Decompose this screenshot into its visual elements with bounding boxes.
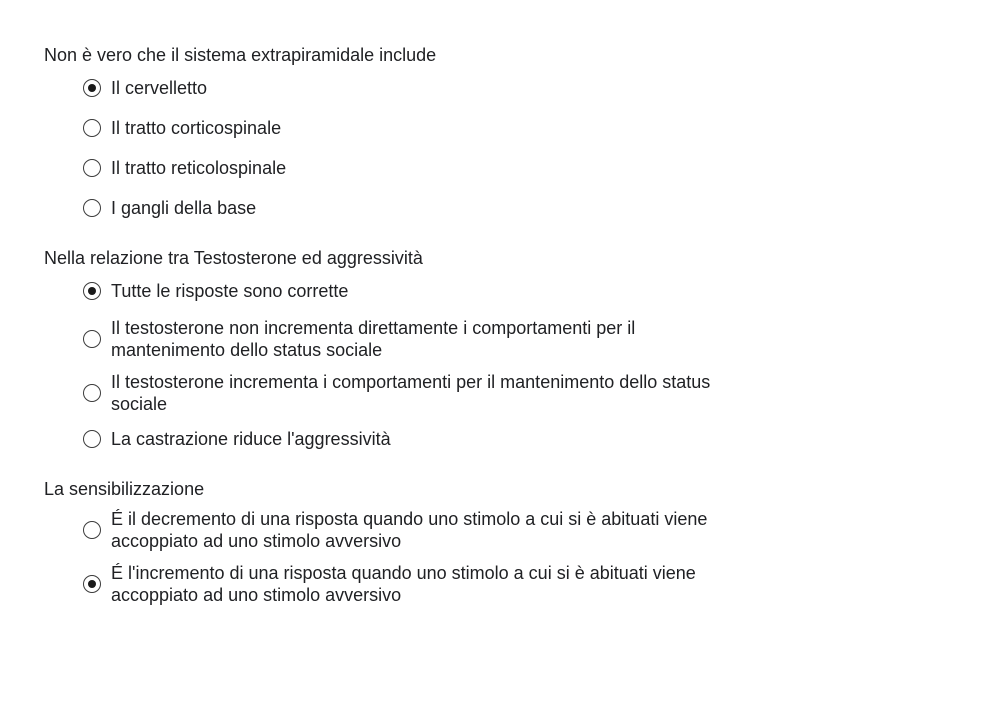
quiz-form [44,44,944,632]
radio-unchecked-icon[interactable] [83,521,101,539]
option-label: É il decremento di una risposta quando uno stimolo a cui si è abituati viene accoppiato ad uno stimolo avversivo [111,509,708,551]
radio-checked-icon[interactable] [83,79,101,97]
radio-unchecked-icon[interactable] [83,430,101,448]
option-radio[interactable] [83,154,944,181]
radio-unchecked-icon[interactable] [83,119,101,137]
radio-unchecked-icon[interactable] [83,159,101,177]
option-label: Il cervelletto [111,77,208,98]
radio-checked-icon[interactable] [83,575,101,593]
option-radio[interactable] [83,277,944,304]
option-label: Il testosterone incrementa i comportamenti per il mantenimento dello status sociale [111,372,711,414]
question-text: Non è vero che il sistema extrapiramidale include [44,45,437,65]
option-radio[interactable] [83,425,944,452]
question-2 [44,247,944,452]
radio-unchecked-icon[interactable] [83,330,101,348]
option-label: É l'incremento di una risposta quando uno stimolo a cui si è abituati viene accoppiato ad uno stimolo avversivo [111,563,696,605]
option-radio[interactable] [83,317,944,361]
option-radio[interactable] [83,74,944,101]
question-1 [44,44,944,221]
option-radio[interactable] [83,371,944,415]
question-3 [44,478,944,606]
option-radio[interactable] [83,508,944,552]
question-text: La sensibilizzazione [44,479,205,499]
option-radio[interactable] [83,114,944,141]
options-list [44,74,944,221]
option-radio[interactable] [83,562,944,606]
options-list [44,508,944,606]
radio-checked-icon[interactable] [83,282,101,300]
radio-unchecked-icon[interactable] [83,199,101,217]
option-radio[interactable] [83,194,944,221]
option-label: Il tratto reticolospinale [111,157,287,178]
option-label: Tutte le risposte sono corrette [111,280,349,301]
option-label: Il testosterone non incrementa direttamente i comportamenti per il mantenimento dello status sociale [111,318,636,360]
options-list [44,277,944,452]
radio-unchecked-icon[interactable] [83,384,101,402]
option-label: La castrazione riduce l'aggressività [111,428,391,449]
option-label: I gangli della base [111,197,257,218]
option-label: Il tratto corticospinale [111,117,282,138]
question-text: Nella relazione tra Testosterone ed aggressività [44,248,423,268]
